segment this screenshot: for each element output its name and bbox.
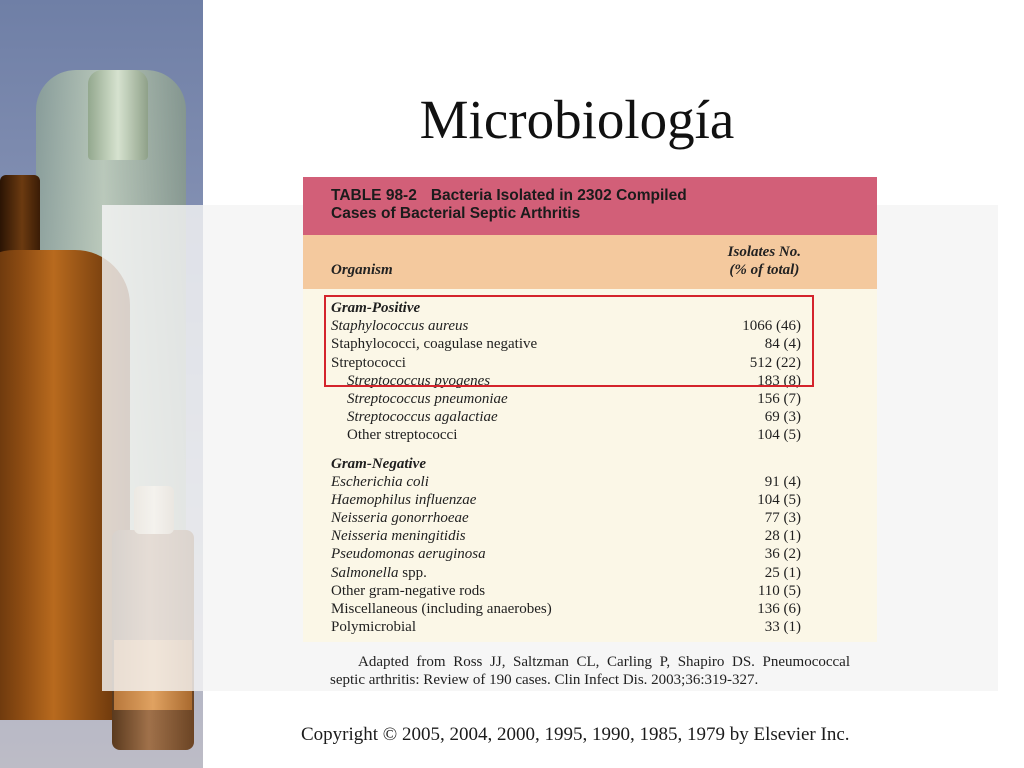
organism-cell: Other streptococci — [347, 427, 458, 444]
isolates-cell: 512 (22) — [749, 354, 801, 371]
table-row — [303, 618, 877, 636]
isolates-cell: 104 (5) — [757, 427, 801, 444]
table-row — [303, 473, 877, 491]
table-title-line1: Bacteria Isolated in 2302 Compiled — [430, 187, 687, 204]
organism-cell: Staphylococci, coagulase negative — [331, 336, 538, 353]
table-row — [303, 408, 877, 426]
isolates-cell: 91 (4) — [764, 473, 801, 490]
isolates-cell: 28 (1) — [764, 528, 801, 545]
table-row — [303, 390, 877, 408]
table-title-bar — [303, 177, 877, 235]
table-row — [303, 509, 877, 527]
organism-cell: Streptococcus pyogenes — [347, 372, 491, 389]
isolates-cell: 69 (3) — [764, 409, 801, 426]
organism-cell — [331, 564, 427, 582]
organism-cell: Streptococci — [331, 354, 406, 371]
table-row — [303, 426, 877, 444]
slide-title: Microbiología — [419, 89, 735, 150]
table-column-header — [303, 235, 877, 289]
group-heading-gram-negative — [303, 455, 877, 473]
copyright-notice: Copyright © 2005, 2004, 2000, 1995, 1990, 1985, 1979 by Elsevier Inc. — [301, 724, 850, 745]
isolates-cell: 77 (3) — [764, 510, 801, 527]
table-row — [303, 527, 877, 545]
organism-cell: Streptococcus agalactiae — [347, 409, 498, 426]
data-table — [303, 177, 877, 642]
organism-cell: Pseudomonas aeruginosa — [331, 546, 486, 563]
column-header-organism: Organism — [331, 262, 393, 278]
group-heading-label: Gram-Positive — [331, 300, 421, 316]
organism-cell: Escherichia coli — [331, 473, 429, 490]
table-source-citation: Adapted from Ross JJ, Saltzman CL, Carling P, Shapiro DS. Pneumococcal septic arthritis: Review of 190 cases. Clin Infect Dis. 2003;36:319-327. — [330, 654, 850, 688]
isolates-cell: 104 (5) — [757, 491, 801, 508]
organism-cell: Streptococcus pneumoniae — [347, 390, 508, 407]
isolates-cell: 33 (1) — [764, 619, 801, 636]
table-row — [303, 582, 877, 600]
group-heading-label: Gram-Negative — [331, 455, 426, 472]
organism-cell: Polymicrobial — [331, 619, 416, 636]
table-row — [303, 545, 877, 563]
column-header-isolates-line2: (% of total) — [729, 262, 800, 278]
organism-genus: Salmonella — [331, 564, 399, 581]
table-row — [303, 600, 877, 618]
isolates-cell: 25 (1) — [764, 564, 801, 581]
group-spacer — [303, 445, 877, 455]
column-header-isolates-line1: Isolates No. — [727, 244, 801, 260]
isolates-cell: 1066 (46) — [742, 318, 801, 335]
isolates-cell: 136 (6) — [757, 601, 801, 617]
isolates-cell: 156 (7) — [757, 390, 801, 407]
organism-cell: Haemophilus influenzae — [331, 491, 477, 508]
column-header-isolates — [728, 243, 801, 279]
organism-cell: Neisseria gonorrhoeae — [331, 510, 469, 527]
isolates-cell: 110 (5) — [757, 582, 801, 599]
isolates-cell: 84 (4) — [764, 336, 801, 353]
highlight-box — [324, 295, 814, 387]
isolates-cell: 183 (8) — [757, 372, 801, 389]
table-row — [303, 564, 877, 582]
table-number: TABLE 98-2 — [331, 187, 417, 204]
organism-cell: Staphylococcus aureus — [331, 318, 469, 335]
organism-cell: Neisseria meningitidis — [331, 528, 466, 545]
isolates-cell: 36 (2) — [764, 546, 801, 563]
organism-suffix: spp. — [398, 564, 427, 581]
organism-cell: Miscellaneous (including anaerobes) — [331, 601, 552, 617]
table-row — [303, 491, 877, 509]
organism-cell: Other gram-negative rods — [331, 582, 486, 599]
table-title-line2: Cases of Bacterial Septic Arthritis — [331, 205, 581, 222]
